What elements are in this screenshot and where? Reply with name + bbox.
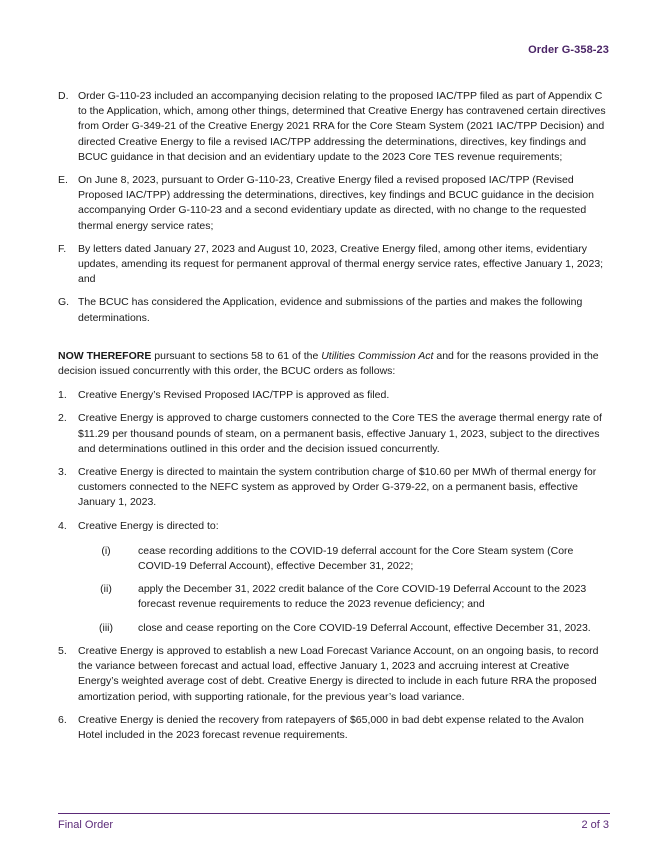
- document-body: [58, 89, 610, 751]
- order-text: Creative Energy’s Revised Proposed IAC/TPP is approved as filed.: [78, 389, 390, 402]
- order-4-sub-list: [78, 544, 610, 636]
- recital-text: The BCUC has considered the Application, evidence and submissions of the parties and makes the following determinations.: [78, 296, 583, 324]
- order-item-3: [58, 465, 610, 511]
- recital-g: [58, 295, 610, 325]
- order-marker: 4.: [58, 519, 67, 532]
- now-therefore-text-after: and for the reasons provided in the decision issued concurrently with this order, the BCUC orders as follows:: [58, 349, 599, 378]
- recital-marker: G.: [58, 296, 70, 309]
- recital-marker: F.: [58, 242, 67, 255]
- order-text: Creative Energy is approved to charge customers connected to the Core TES the average thermal energy rate of $11.29 per thousand pounds of steam, on a permanent basis, effective January 1, 2023, subject to the directives and determinations outlined in this order and the decision issued concurrently.: [78, 412, 602, 455]
- recital-e: [58, 173, 610, 234]
- order-item-4: [58, 519, 610, 636]
- order-number: Order G-358-23: [528, 44, 609, 56]
- recital-text: Order G-110-23 included an accompanying decision relating to the proposed IAC/TPP filed as part of Appendix C to the Application, which, among other things, determined that Creative Energy has contravened certain directives from Order G-349-21 of the Creative Energy 2021 RRA for the Core Steam System (2021 IAC/TPP Decision) and directed Creative Energy to file a revised IAC/TPP addressing the determinations, directives, key findings and BCUC guidance in that decision and an evidentiary update to the 2023 Core TES revenue requirements;: [78, 90, 606, 163]
- sub-item-i: [78, 544, 610, 574]
- sub-item-marker: (iii): [99, 621, 113, 634]
- recital-text: By letters dated January 27, 2023 and August 10, 2023, Creative Energy filed, among other items, evidentiary updates, amending its request for permanent approval of thermal energy service rates, effective January 1, 2023; and: [78, 242, 604, 286]
- sub-item-text: apply the December 31, 2022 credit balance of the Core COVID-19 Deferral Account to the 2023 forecast revenue requirements to reduce the 2023 revenue deficiency; and: [138, 583, 587, 611]
- sub-item-marker: (i): [101, 544, 111, 557]
- order-text: Creative Energy is denied the recovery from ratepayers of $65,000 in bad debt expense related to the Avalon Hotel included in the 2023 forecast revenue requirements.: [78, 713, 584, 741]
- footer-document-type: Final Order: [58, 819, 114, 831]
- footer-divider: [58, 813, 610, 814]
- sub-item-text: cease recording additions to the COVID-19 deferral account for the Core Steam system (Core COVID-19 Deferral Account), effective December 31, 2022;: [138, 544, 574, 573]
- recital-marker: D.: [58, 90, 69, 102]
- order-item-6: [58, 713, 610, 743]
- order-marker: 6.: [58, 713, 67, 726]
- footer-page-number: 2 of 3: [581, 819, 609, 831]
- act-name: Utilities Commission Act: [321, 349, 434, 362]
- sub-item-iii: [78, 621, 610, 636]
- order-marker: 3.: [58, 466, 67, 479]
- recital-marker: E.: [58, 174, 68, 187]
- sub-item-ii: [78, 582, 610, 612]
- order-marker: 2.: [58, 412, 67, 425]
- sub-item-marker: (ii): [100, 583, 112, 596]
- recital-text: On June 8, 2023, pursuant to Order G-110-23, Creative Energy filed a revised proposed IAC/TPP (Revised Proposed IAC/TPP) addressing the determinations, directives, key findings and BCUC guidance in the decision accompanying Order G-110-23 and a second evidentiary update as directed, with no change to the requested thermal energy service rates;: [78, 174, 594, 232]
- now-therefore-text-before: pursuant to sections 58 to 61 of the: [151, 349, 322, 362]
- order-item-2: [58, 411, 610, 457]
- now-therefore-lead: NOW THEREFORE: [58, 349, 152, 362]
- order-marker: 5.: [58, 644, 67, 657]
- order-text: Creative Energy is directed to maintain the system contribution charge of $10.60 per MWh of thermal energy for customers connected to the NEFC system as approved by Order G-379-22, on a permanent basis, effective January 1, 2023.: [78, 466, 597, 509]
- recital-f: [58, 242, 610, 288]
- order-text: Creative Energy is approved to establish a new Load Forecast Variance Account, on an ongoing basis, to record the variance between forecast and actual load, effective January 1, 2023 and accruing interest at Creative Energy’s weighted average cost of debt. Creative Energy is directed to include in each future RRA the proposed amortization period, with supporting rationale, for the previous year’s load variance.: [78, 644, 599, 703]
- order-item-1: [58, 388, 610, 403]
- recital-d: [58, 89, 610, 165]
- order-marker: 1.: [58, 389, 67, 402]
- sub-item-text: close and cease reporting on the Core COVID-19 Deferral Account, effective December 31, 2023.: [138, 621, 591, 634]
- order-text: Creative Energy is directed to:: [78, 519, 219, 532]
- order-item-5: [58, 644, 610, 705]
- now-therefore-paragraph: [58, 349, 610, 379]
